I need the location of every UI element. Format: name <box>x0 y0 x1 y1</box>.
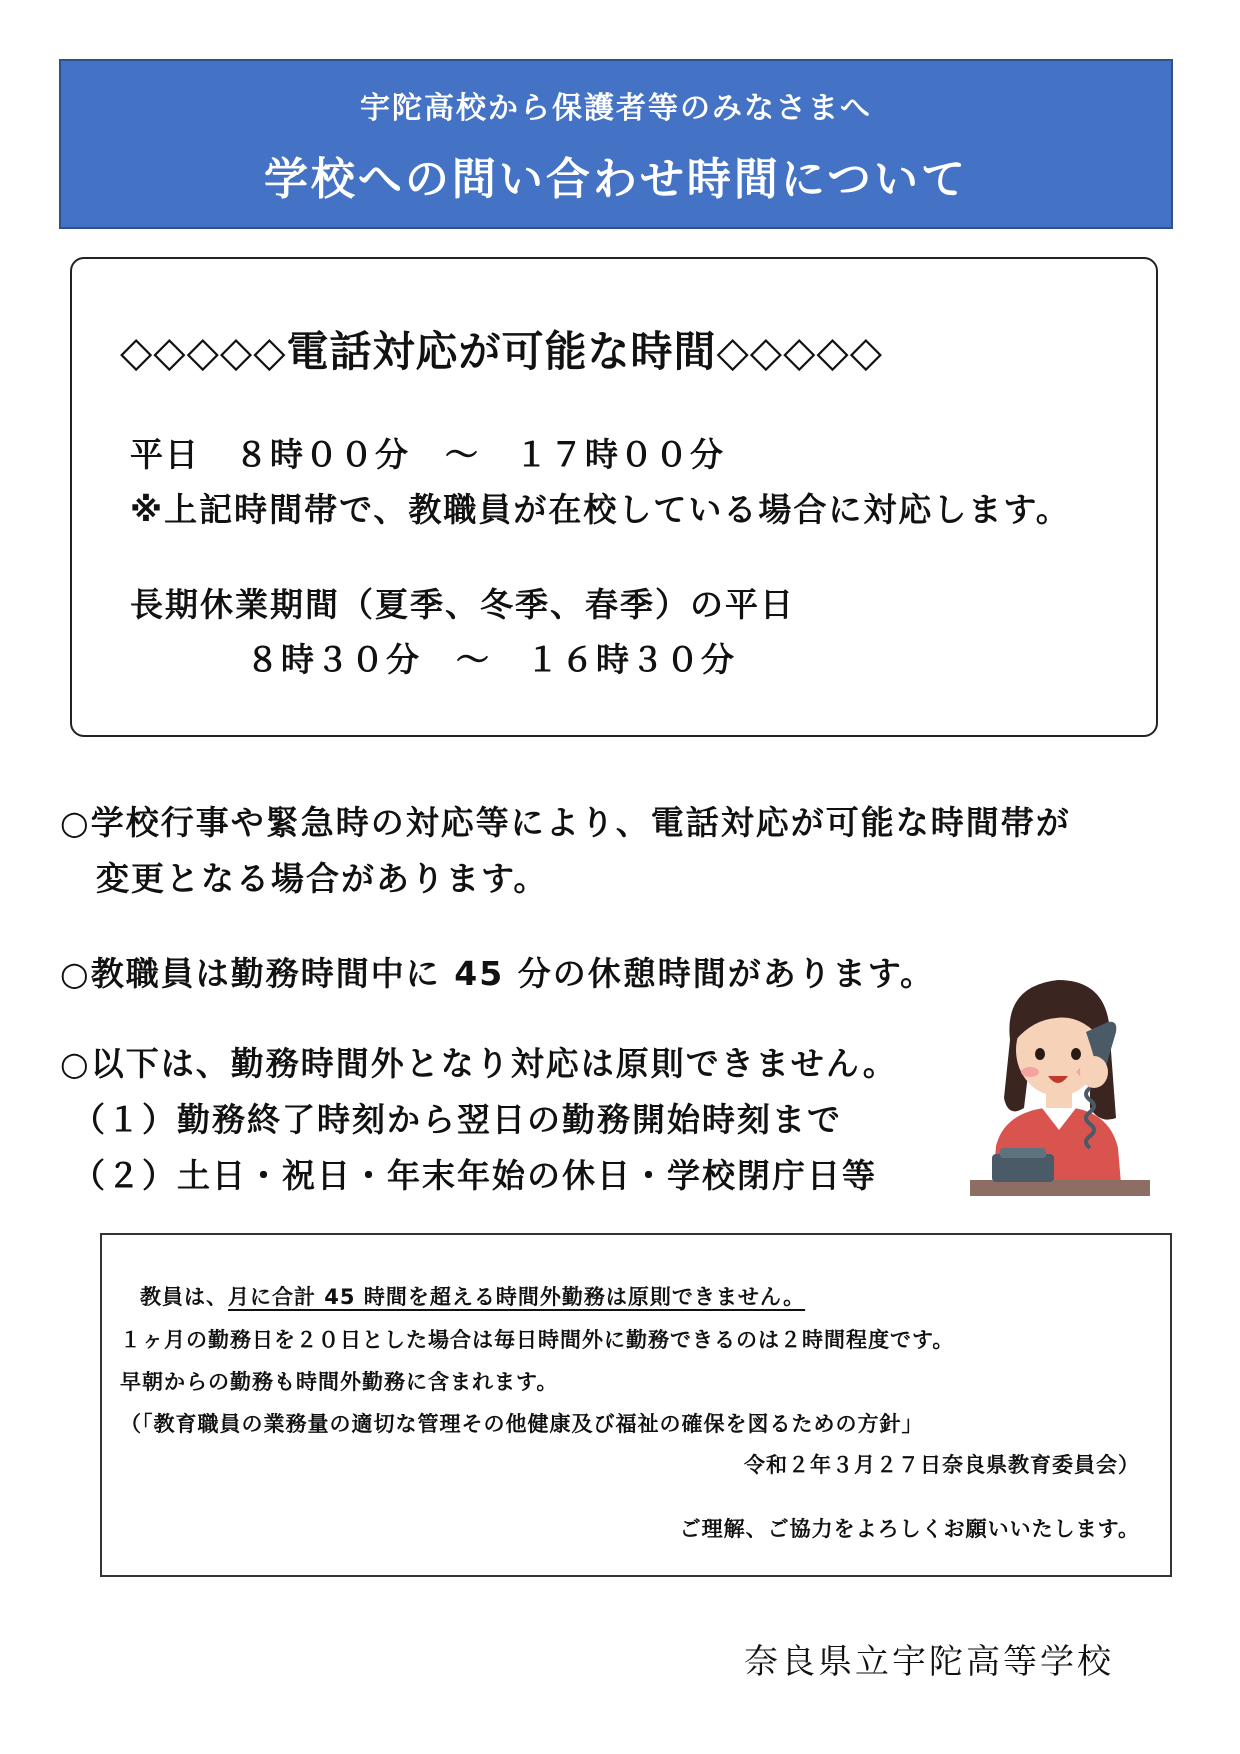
policy-overtime-limit <box>140 1281 805 1311</box>
policy-overtime-underlined: 月に合計 45 時間を超える時間外勤務は原則できません。 <box>228 1285 806 1309</box>
phone-hours-heading: ◇◇◇◇◇電話対応が可能な時間◇◇◇◇◇ <box>120 327 883 376</box>
notice-outside-hours: ○以下は、勤務時間外となり対応は原則できません。 <box>60 1044 898 1083</box>
woman-on-telephone-illustration <box>970 968 1150 1196</box>
policy-source-date: 令和２年３月２７日奈良県教育委員会） <box>744 1453 1140 1477</box>
page-title: 学校への問い合わせ時間について <box>263 154 969 205</box>
weekday-hours: 平日 ８時００分 ～ １７時００分 <box>130 435 725 474</box>
vacation-hours-label: 長期休業期間（夏季、冬季、春季）の平日 <box>130 585 795 624</box>
policy-closing: ご理解、ご協力をよろしくお願いいたします。 <box>679 1517 1140 1541</box>
notice-outside-hours-item1: （１）勤務終了時刻から翌日の勤務開始時刻まで <box>72 1100 842 1139</box>
policy-note-box <box>100 1233 1172 1577</box>
school-name: 奈良県立宇陀高等学校 <box>744 1642 1114 1682</box>
weekday-hours-note: ※上記時間帯で、教職員が在校している場合に対応します。 <box>130 490 1071 529</box>
header-subtitle: 宇陀高校から保護者等のみなさまへ <box>360 91 872 126</box>
notice-break-time: ○教職員は勤務時間中に 45 分の休憩時間があります。 <box>60 954 936 993</box>
policy-daily-overtime: １ヶ月の勤務日を２０日とした場合は毎日時間外に勤務できるのは２時間程度です。 <box>120 1328 955 1352</box>
policy-source-title: （「教育職員の業務量の適切な管理その他健康及び福祉の確保を図るための方針」 <box>120 1412 924 1436</box>
policy-early-morning: 早朝からの勤務も時間外勤務に含まれます。 <box>120 1370 559 1394</box>
header-banner <box>59 59 1173 229</box>
vacation-hours: ８時３０分 ～ １６時３０分 <box>246 640 736 679</box>
notice-schedule-change-cont: 変更となる場合があります。 <box>96 859 549 898</box>
phone-hours-box <box>70 257 1158 737</box>
notice-schedule-change: ○学校行事や緊急時の対応等により、電話対応が可能な時間帯が <box>60 803 1071 842</box>
notice-outside-hours-item2: （２）土日・祝日・年末年始の休日・学校閉庁日等 <box>72 1156 877 1195</box>
policy-overtime-prefix: 教員は、 <box>140 1285 228 1309</box>
